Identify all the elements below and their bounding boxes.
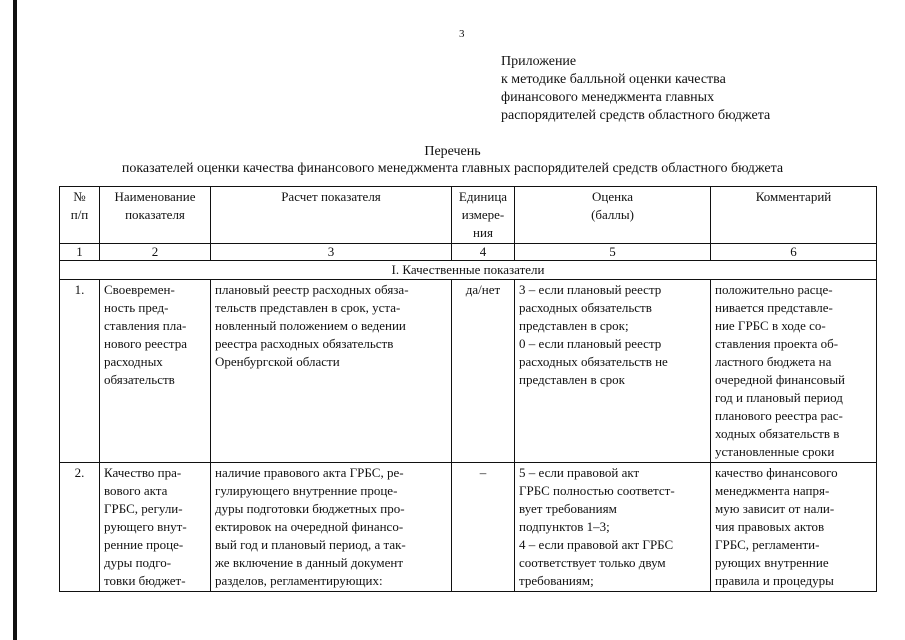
section-row	[60, 261, 877, 280]
indicator-comment: качество финансового менеджмента напря- мую зависит от нали- чия правовых актов ГРБС, регламенти- рующих внутренние правила и процедуры	[711, 463, 877, 592]
column-number: 4	[452, 244, 515, 261]
indicator-calculation: плановый реестр расходных обяза- тельств представлен в срок, уста- новленный положением о ведении реестра расходных обязательств Оренбургской области	[211, 280, 452, 463]
column-numbers-row	[60, 244, 877, 261]
column-number: 5	[515, 244, 711, 261]
indicator-name: Качество пра- вового акта ГРБС, регули- рующего внут- ренние проце- дуры подго- товки бюджет-	[100, 463, 211, 592]
indicator-unit: да/нет	[452, 280, 515, 463]
document-subtitle: показателей оценки качества финансового менеджмента главных распорядителей средств областного бюджета	[121, 161, 784, 176]
header-name: Наименование показателя	[100, 187, 211, 244]
header-comment: Комментарий	[711, 187, 877, 244]
header-num: № п/п	[60, 187, 100, 244]
indicator-unit: –	[452, 463, 515, 592]
header-unit: Единица измере- ния	[452, 187, 515, 244]
appendix-line: финансового менеджмента главных	[501, 90, 715, 105]
appendix-line: Приложение	[501, 54, 577, 69]
table-row	[60, 463, 877, 592]
column-number: 2	[100, 244, 211, 261]
indicator-name: Своевремен- ность пред- ставления пла- нового реестра расходных обязательств	[100, 280, 211, 463]
column-number: 1	[60, 244, 100, 261]
indicator-comment: положительно расце- нивается представле- ние ГРБС в ходе со- ставления проекта об- ластного бюджета на очередной финансовый год и плановый период планового реестра рас- ходных обязательств в установленные сроки	[711, 280, 877, 463]
header-calc: Расчет показателя	[211, 187, 452, 244]
appendix-heading	[501, 53, 770, 125]
column-number: 3	[211, 244, 452, 261]
indicator-score: 5 – если правовой акт ГРБС полностью соответст- вует требованиям подпунктов 1–3; 4 – если правовой акт ГРБС соответствует только двум требованиям;	[515, 463, 711, 592]
table-row	[60, 280, 877, 463]
row-number: 1.	[60, 280, 100, 463]
appendix-line: распорядителей средств областного бюджета	[501, 108, 771, 123]
page-number: 3	[459, 28, 465, 40]
column-number: 6	[711, 244, 877, 261]
row-number: 2.	[60, 463, 100, 592]
document-title: Перечень	[424, 144, 481, 159]
page-left-border	[13, 0, 17, 640]
indicator-score: 3 – если плановый реестр расходных обязательств представлен в срок; 0 – если плановый реестр расходных обязательств не представлен в срок	[515, 280, 711, 463]
header-score: Оценка (баллы)	[515, 187, 711, 244]
indicator-calculation: наличие правового акта ГРБС, ре- гулирующего внутренние проце- дуры подготовки бюджетных про- ектировок на очередной финансо- вый год и плановый период, а так- же включение в данный документ разделов, регламентирующих:	[211, 463, 452, 592]
section-title: I. Качественные показатели	[60, 261, 877, 280]
table-header-row	[60, 187, 877, 244]
appendix-line: к методике балльной оценки качества	[501, 72, 726, 87]
indicators-table	[59, 186, 877, 592]
